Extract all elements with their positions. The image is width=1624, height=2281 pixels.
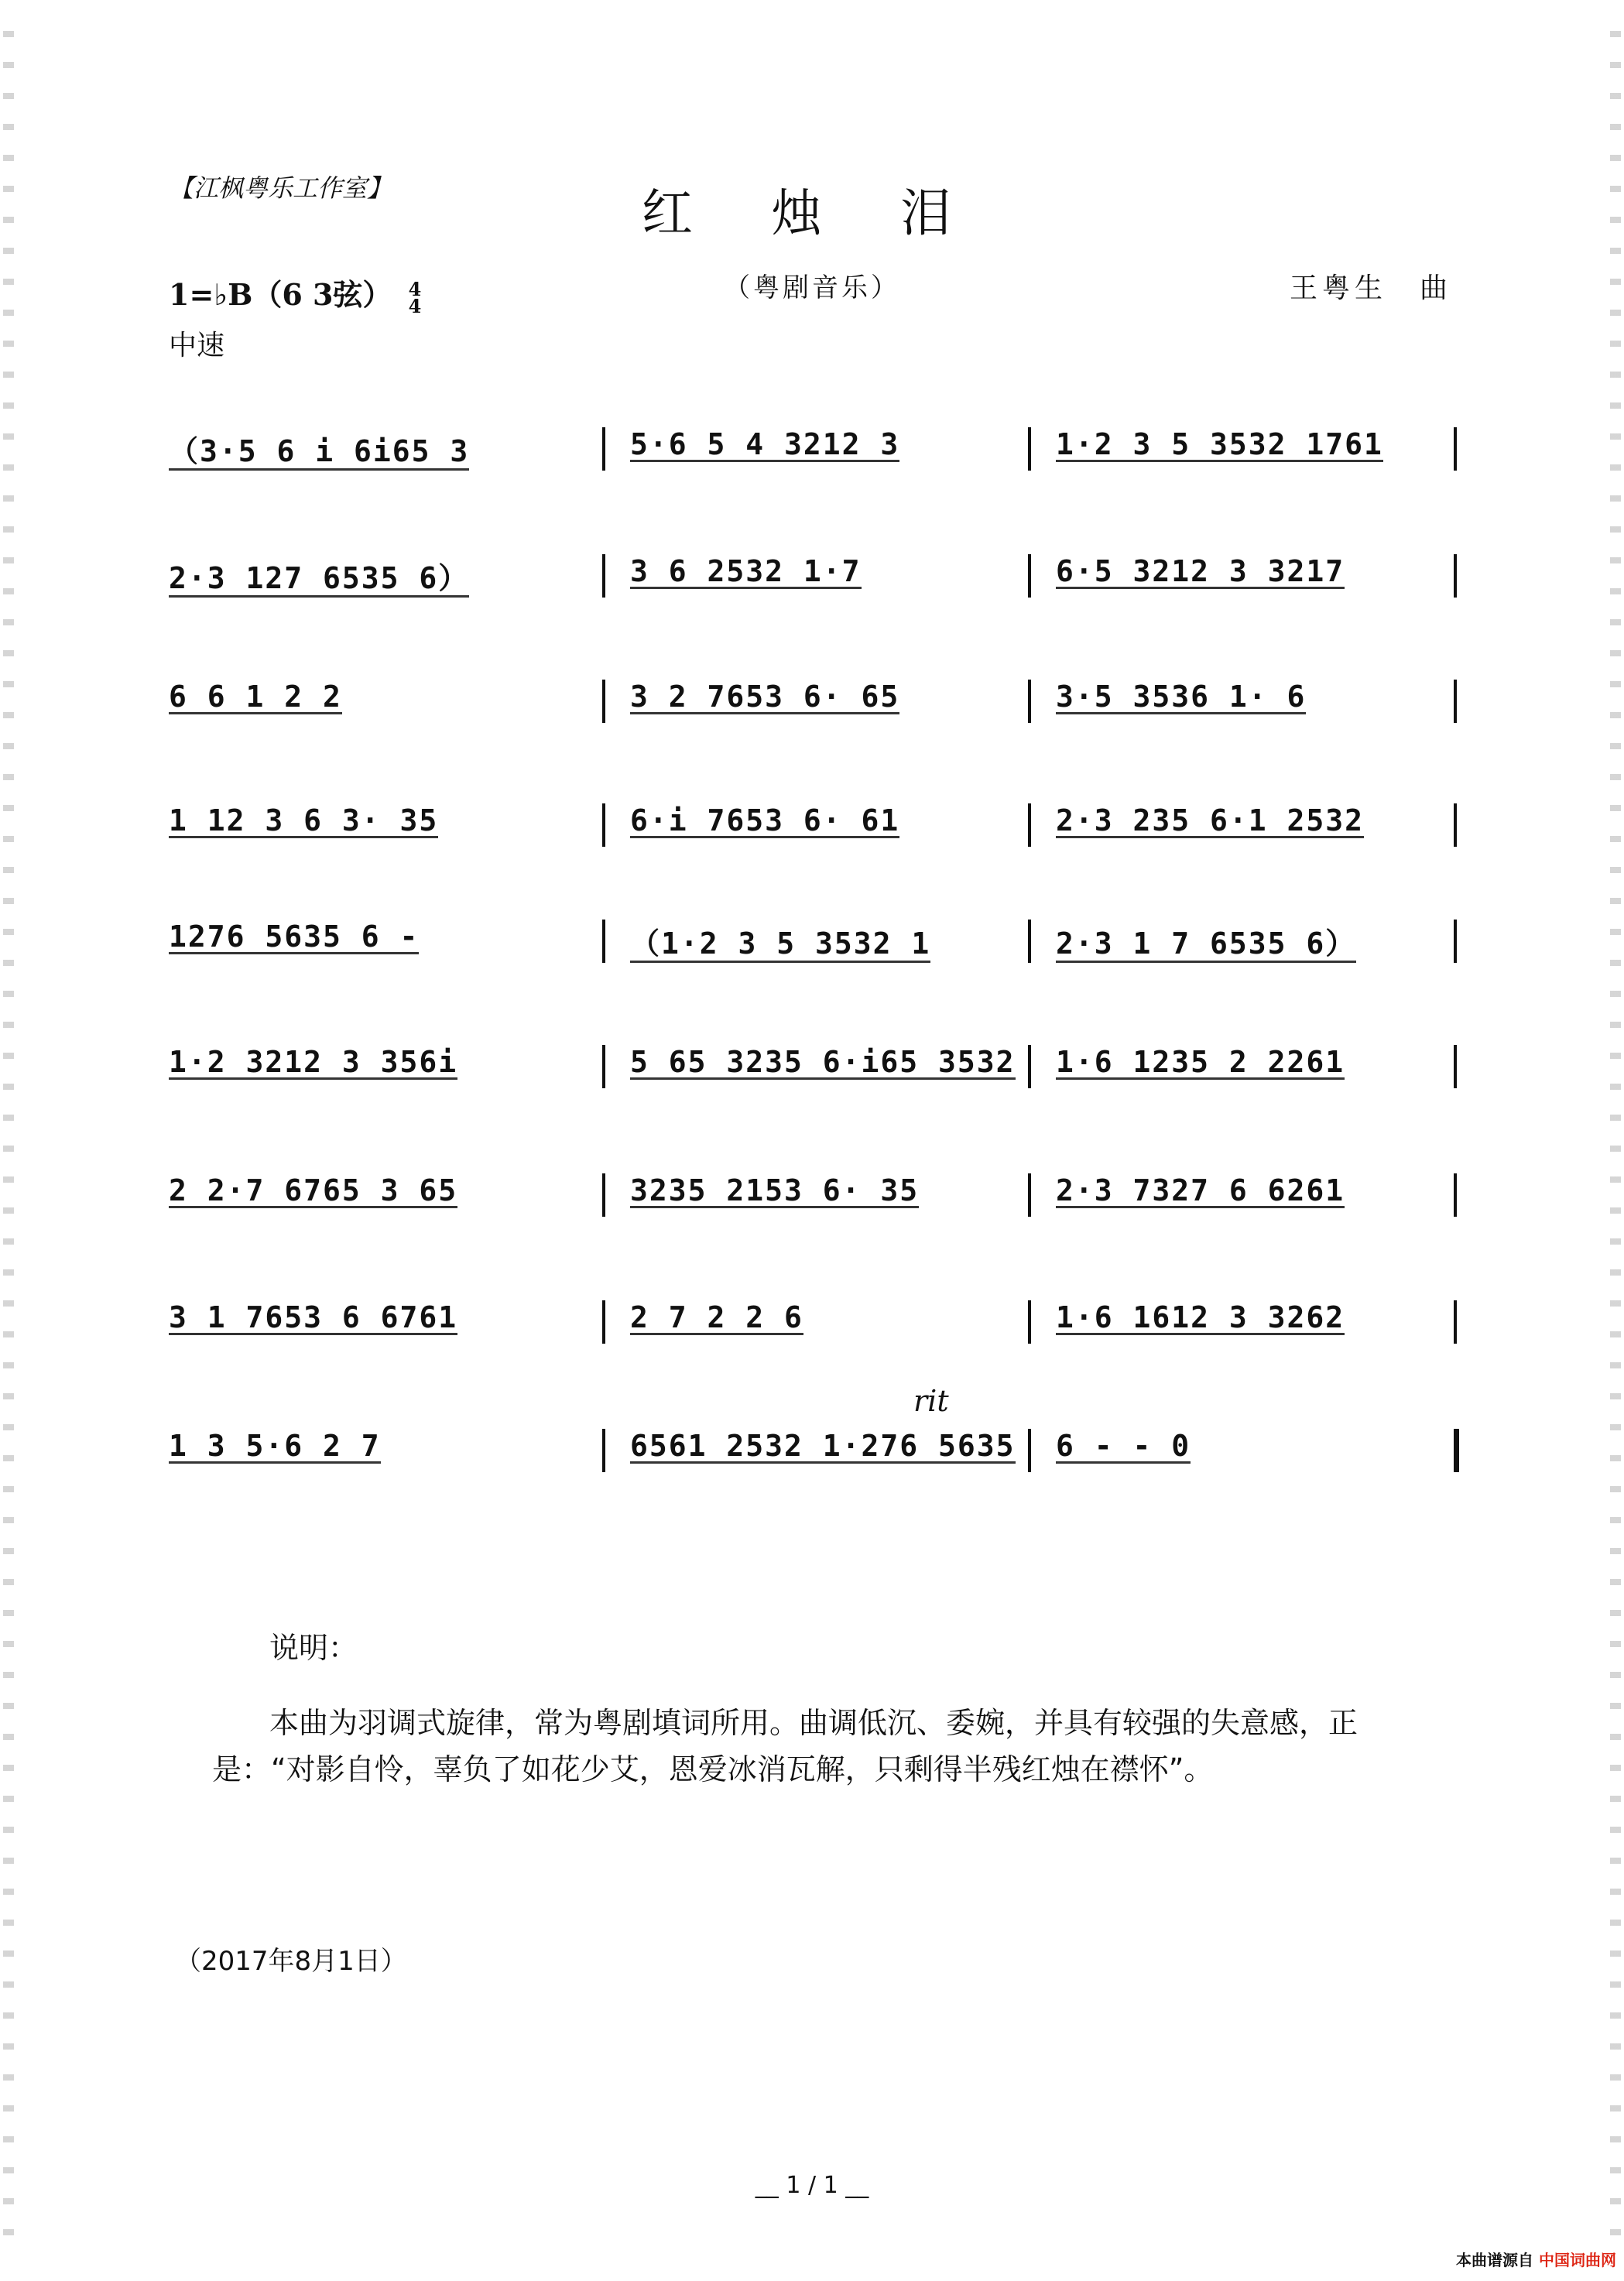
barline [1028, 680, 1031, 723]
page-number: __ 1 / 1 __ [755, 2172, 869, 2199]
measure-group: 6·i 7653 6· 61 [630, 803, 900, 837]
explanation-text: 本曲为羽调式旋律，常为粤剧填词所用。曲调低沉、委婉，并具有较强的失意感，正是：“对影自怜，辜负了如花少艾，恩爱冰消瓦解，只剩得半残红烛在襟怀”。 [212, 1706, 1358, 1786]
measure-group: （1·2 3 5 3532 1 [630, 920, 930, 963]
explanation-heading: 说明： [269, 1631, 358, 1665]
score-line [169, 1039, 1457, 1104]
song-subtitle: （粤剧音乐） [724, 272, 900, 303]
measure-group: 3 1 7653 6 6761 [169, 1300, 458, 1334]
measure-group: 5 65 3235 6·i65 3532 [630, 1045, 1016, 1079]
watermark-site: 中国词曲网 [1539, 2251, 1616, 2269]
measure-group: 6·5 3212 3 3217 [1056, 554, 1345, 588]
rit-marking: rit [913, 1384, 949, 1418]
barline [1028, 1045, 1031, 1088]
barline [1454, 803, 1457, 847]
barline [1028, 1300, 1031, 1344]
key-signature [169, 271, 421, 315]
tempo-marking: 中速 [169, 330, 225, 361]
measure-group: 6 6 1 2 2 [169, 680, 342, 714]
measure-group: （3·5 6 i 6i65 3 [169, 427, 469, 471]
score-line [169, 1423, 1457, 1488]
measure-group: 1·2 3212 3 356i [169, 1045, 458, 1079]
barline [1028, 803, 1031, 847]
barline [602, 1300, 605, 1344]
barline [1454, 680, 1457, 723]
score-line [169, 673, 1457, 738]
measure-group: 3·5 3536 1· 6 [1056, 680, 1307, 714]
barline [602, 680, 605, 723]
barline [602, 1045, 605, 1088]
score-line [169, 913, 1457, 978]
time-signature-top: 4 [408, 277, 422, 300]
measure-group: 1·6 1235 2 2261 [1056, 1045, 1345, 1079]
time-signature-bottom: 4 [408, 294, 422, 317]
measure-group: 3235 2153 6· 35 [630, 1173, 920, 1207]
barline [1454, 1045, 1457, 1088]
source-watermark [1456, 2248, 1616, 2270]
measure-group: 6 - - 0 [1056, 1429, 1191, 1463]
measure-group: 1 3 5·6 2 7 [169, 1429, 381, 1463]
time-signature [408, 277, 422, 317]
barline [1454, 1300, 1457, 1344]
measure-group: 2 7 2 2 6 [630, 1300, 803, 1334]
measure-group: 1·2 3 5 3532 1761 [1056, 427, 1383, 461]
barline [1454, 554, 1457, 598]
measure-group: 2·3 1 7 6535 6） [1056, 920, 1356, 963]
measure-group: 3 2 7653 6· 65 [630, 680, 900, 714]
score-line [169, 421, 1457, 486]
measure-group: 2·3 235 6·1 2532 [1056, 803, 1365, 837]
barline [1028, 1429, 1031, 1472]
measure-group: 2·3 7327 6 6261 [1056, 1173, 1345, 1207]
score-line [169, 797, 1457, 862]
barline [1454, 920, 1457, 963]
studio-name: 【江枫粤乐工作室】 [169, 173, 392, 203]
song-title: 红 烛 泪 [642, 183, 982, 243]
measure-group: 2 2·7 6765 3 65 [169, 1173, 458, 1207]
barline [1028, 554, 1031, 598]
score-line [169, 1167, 1457, 1232]
measure-group: 6561 2532 1·276 5635 [630, 1429, 1016, 1463]
right-margin-watermark [1610, 31, 1621, 2245]
measure-group: 3 6 2532 1·7 [630, 554, 862, 588]
left-margin-watermark [3, 31, 14, 2245]
barline [602, 1429, 605, 1472]
date: （2017年8月1日） [175, 1946, 407, 1977]
barline [602, 427, 605, 471]
measure-group: 1276 5635 6 - [169, 920, 420, 954]
barline [602, 803, 605, 847]
measure-group: 5·6 5 4 3212 3 [630, 427, 900, 461]
measure-group: 2·3 127 6535 6） [169, 554, 469, 598]
key-text: 1=♭B（6 3弦） [169, 277, 392, 312]
barline [602, 554, 605, 598]
measure-group: 1 12 3 6 3· 35 [169, 803, 439, 837]
barline [1028, 920, 1031, 963]
barline [602, 1173, 605, 1217]
score-line [169, 1294, 1457, 1359]
watermark-prefix: 本曲谱源自 [1456, 2251, 1534, 2269]
barline [1028, 1173, 1031, 1217]
measure-group: 1·6 1612 3 3262 [1056, 1300, 1345, 1334]
composer: 王粤生 曲 [1289, 272, 1452, 304]
barline [1028, 427, 1031, 471]
barline [1454, 427, 1457, 471]
barline [1454, 1173, 1457, 1217]
final-barline [1454, 1429, 1459, 1472]
score-line [169, 548, 1457, 613]
barline [602, 920, 605, 963]
